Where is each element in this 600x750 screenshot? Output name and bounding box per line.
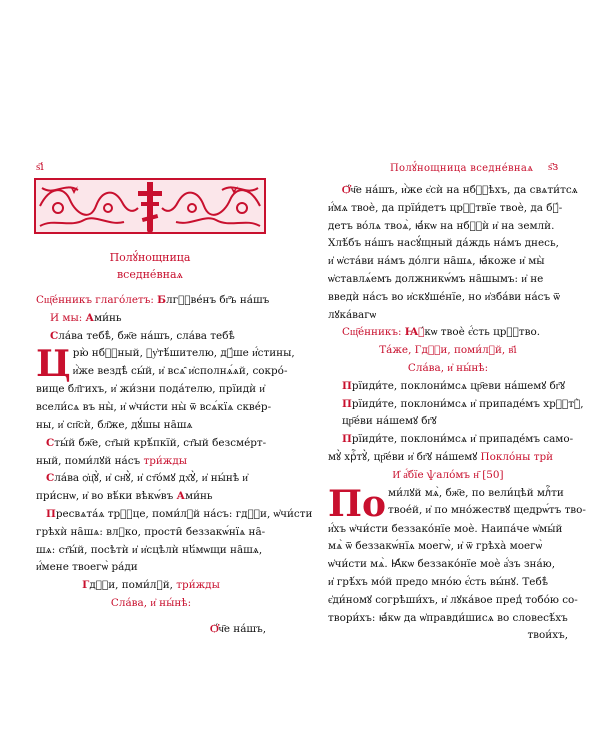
text-line: Пресвѧта́ѧ трⷪ҇це, поми́лꙋй на́съ: гдⷭ҇и, ѡ҆чи́сти — [46, 507, 313, 520]
text-line: рю̀ нбⷭ҇ный, ᲂу҆тѣ́шителю, дꙋ́ше и҆́стины, — [72, 347, 295, 360]
text-line: цр҃е́ви на́шемꙋ бг҃ꙋ — [342, 415, 437, 428]
catchword: твои́хъ, — [527, 629, 568, 642]
text-line: Сщ҃е́нникъ глаго́летъ: Блгⷭ҇ве́нъ бг҃ъ на́шъ — [36, 294, 270, 306]
text-line: шѧ: ст҃ы́й, посѣтѝ и҆ и҆сцѣлѝ нե́мѡщи на̑шѧ, — [36, 543, 263, 556]
text-line: Прїиди́те, поклони́мсѧ и҆ припаде́мъ хрⷭ҇тꙋ̀, — [342, 397, 584, 410]
text-line: и҆ грѣ́хъ мо́й предо мно́ю є҆́сть вы́нꙋ. Тебѣ̀ — [328, 575, 548, 588]
section-title-line1: Полꙋ́нощница — [109, 251, 191, 264]
right-text-block — [328, 182, 586, 645]
text-line: грѣхѝ на̑шѧ: влⷣко, прости̑ беззакѡ́нїѧ на̑- — [36, 525, 266, 538]
text-line: є҆ди́номꙋ согрѣши́хъ, и҆ лꙋка́вое пред̾ тобо́ю со- — [328, 593, 578, 606]
text-line: Прїиди́те, поклони́мсѧ и҆ припаде́мъ само- — [342, 433, 574, 446]
text-line: и҆́мѧ твоѐ, да прїи́детъ црⷭ҇твїе твоѐ, да бꙋ́- — [328, 201, 563, 214]
text-line: лꙋка́вагѡ — [328, 308, 377, 321]
text-line: мѧ̀ ѿ беззакѡ́нїѧ моегѡ̀, и҆ ѿ грѣха̀ моегѡ̀ — [328, 540, 543, 553]
section-title-line2: вседне́внаѧ — [116, 268, 184, 281]
closing-line: Гдⷭ҇и, поми́лꙋй, три́жды — [82, 579, 220, 592]
rubric-line: Та́же, Гдⷭ҇и, поми́лꙋй, в҃і — [379, 344, 517, 357]
text-line: и҆́хъ ѡ҆чи́сти беззако́нїе моѐ. Наипа́че ѡ҆мы́й — [328, 522, 563, 535]
drop-cap-paragraph — [36, 343, 295, 399]
rubric-line: Сла́ва, и҆ ны́нѣ: — [407, 361, 489, 374]
text-line: Сла́ва тебѣ̀, бж҃е на́шъ, сла́ва тебѣ̀ — [50, 329, 235, 342]
text-line: ѡ҆ставлѧ́емъ должникѡ́мъ на̑шымъ: и҆ не — [328, 272, 544, 285]
priest-line: Сщ҃е́нникъ: Ꙗ҆́кѡ твоѐ є҆́сть црⷭ҇тво. — [342, 326, 541, 339]
text-line: Хлѣ́бъ на́шъ насꙋ́щный да́ждь на́мъ днесь, — [328, 237, 559, 250]
text-line: Сты́й бж҃е, ст҃ый крѣ́пкїй, ст҃ый безсме́рт- — [46, 436, 267, 449]
text-line: Сла́ва ѻ҆ц҃ꙋ̀, и҆ сн҃ꙋ̀, и҆ ст҃о́мꙋ дх҃ꙋ̀, и҆ ны́нѣ и҆ — [46, 472, 248, 485]
text-line: мꙋ̀ хрⷭ҇тꙋ̀, цр҃е́ви и҆ бг҃ꙋ на́шемꙋ Покло́ны трѝ — [328, 450, 554, 463]
text-line: детъ во́лѧ твоѧ̀, ꙗ҆́кѡ на нбⷭ҇ѝ и҆ на землѝ. — [328, 219, 555, 232]
running-head: Полꙋ́нощница вседне́внаѧ — [390, 163, 534, 174]
text-line: введѝ на́съ во и҆скꙋше́нїе, но и҆зба́ви на́съ ѿ — [328, 290, 560, 303]
text-line: Ѻ҆́ч҃е на́шъ, и҆̀же є҆сѝ на нбⷭ҇ѣхъ, да свѧти́тсѧ — [342, 184, 578, 196]
text-line: твое́й, и҆ по мно́жествꙋ щедрѡ́тъ тво- — [388, 504, 586, 517]
text-line: при́снѡ, и҆ во вѣ́ки вѣкѡ́въ Ами́нь — [36, 490, 213, 503]
text-line: Прїиди́те, поклони́мсѧ цр҃еви на́шемꙋ бг҃ꙋ — [342, 379, 565, 392]
text-line: вище бл҃гихъ, и҆ жи́зни пода́телю, прїидѝ и҆ — [36, 383, 265, 396]
right-page-number: ѕ҃з — [548, 160, 559, 173]
text-line: ны, и҆ сп҃сѝ, бл҃же, дꙋ́шы на̑шѧ — [36, 418, 193, 431]
drop-cap: По — [328, 482, 387, 525]
text-line: всели́сѧ въ ны̀, и҆ ѡ҆чи́сти ны̀ ѿ всѧ́кїѧ скве́р- — [36, 401, 272, 414]
text-line: и҆ ѡ҆ста́ви на́мъ до́лги на̑шѧ, ꙗ҆́коже и҆ мы̀ — [328, 255, 545, 268]
text-line: ѡ҆чи́сти мѧ̀. Ꙗ҆́кѡ беззако́нїе моѐ а҆́зъ зна́ю, — [328, 558, 556, 571]
ornament-headpiece-icon — [34, 178, 266, 234]
text-line: ми́лꙋй мѧ̀, бж҃е, по вели́цѣй млⷭ҇ти — [388, 486, 564, 499]
left-page-number: ѕ҃і — [36, 160, 44, 173]
psalm-paragraph — [328, 482, 586, 628]
left-text-block — [36, 292, 313, 639]
closing-rubric: Сла́ва, и҆ ны́нѣ: — [110, 596, 192, 609]
text-line: и҆̀же вездѣ̀ сы́й, и҆ всѧ̑ и҆сполнѧ́ѧй, сокро́- — [72, 365, 288, 378]
drop-cap: Ц — [36, 343, 71, 386]
psalm-heading: И҆ а҆́бїе ѱало́мъ н҃ [50] — [392, 468, 504, 481]
text-line: ный, поми́лꙋй на́съ три́жды — [36, 454, 188, 467]
text-line: и҆́мене твоегѡ̀ ра́ди — [36, 561, 138, 574]
closing-catchword: Ѻ҆́ч҃е на́шъ, — [210, 622, 266, 635]
text-line: И мы: Ами́нь — [50, 311, 122, 324]
text-line: твори́хъ: ꙗ҆́кѡ да ѡ҆правди́шисѧ во словесѣ́хъ — [328, 611, 568, 624]
